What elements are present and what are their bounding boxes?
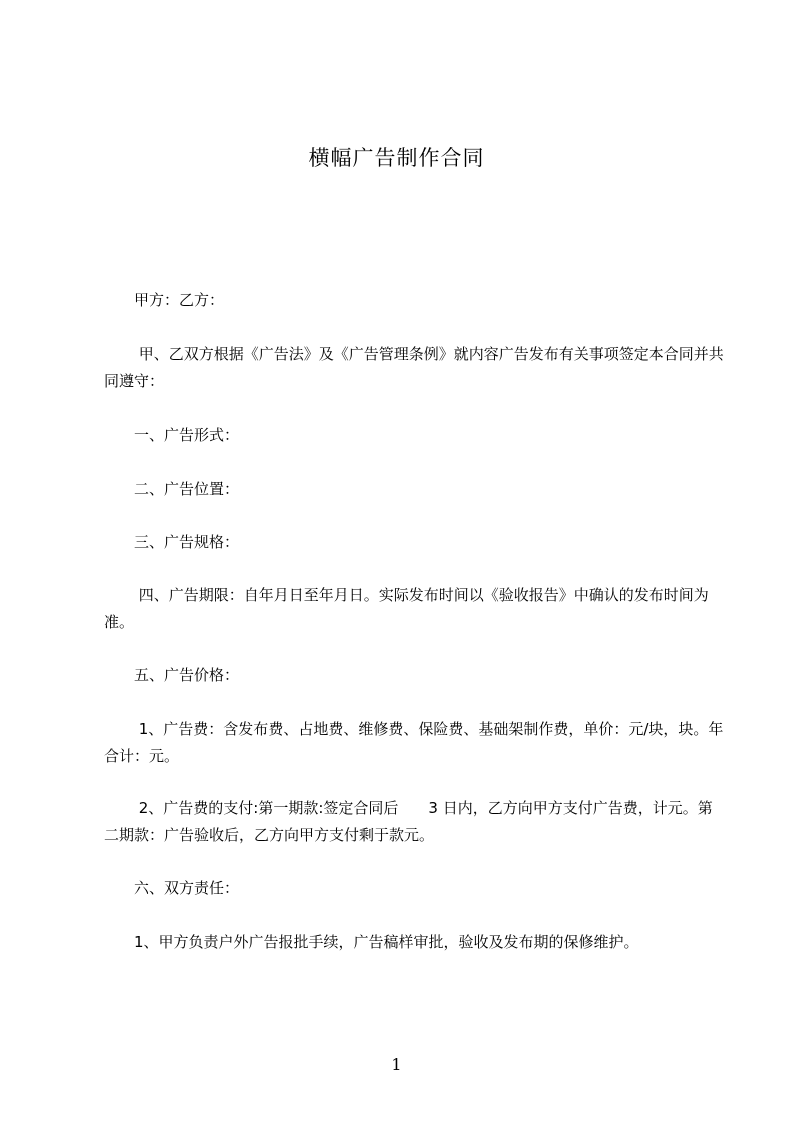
preamble-paragraph: 甲、乙双方根据《广告法》及《广告管理条例》就内容广告发布有关事项签定本合同并共同遵守：: [104, 345, 724, 390]
clause-ad-period: 四、广告期限：自年月日至年月日。实际发布时间以《验收报告》中确认的发布时间为准。: [104, 586, 709, 631]
document-title: 横幅广告制作合同: [308, 146, 485, 170]
page-number: 1: [391, 1055, 402, 1074]
clause-fee-payment: 2、广告费的支付:第一期款:签定合同后 3 日内，乙方向甲方支付广告费，计元。第二期款：广告验收后，乙方向甲方支付剩于款元。: [104, 799, 713, 844]
clause-ad-price: 五、广告价格：: [104, 666, 240, 684]
clause-ad-form: 一、广告形式：: [104, 426, 240, 444]
party-line: 甲方：乙方：: [104, 291, 225, 309]
clause-ad-fee: 1、广告费：含发布费、占地费、维修费、保险费、基础架制作费，单价：元/块，块。年合计：元。: [104, 720, 724, 765]
clause-party-a-duty: 1、甲方负责户外广告报批手续，广告稿样审批，验收及发布期的保修维护。: [104, 933, 639, 951]
clause-responsibilities: 六、双方责任：: [104, 879, 240, 897]
clause-ad-location: 二、广告位置：: [104, 480, 240, 498]
clause-ad-spec: 三、广告规格：: [104, 533, 240, 551]
